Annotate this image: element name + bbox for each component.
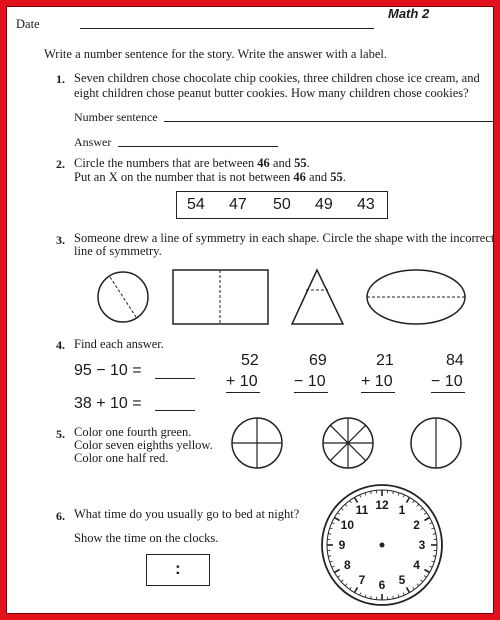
clock-tick bbox=[330, 561, 333, 562]
q5-line2: Color seven eighths yellow. bbox=[74, 438, 213, 452]
clock-tick bbox=[355, 587, 358, 592]
clock-tick bbox=[421, 580, 423, 582]
vertical-top: 52 bbox=[241, 352, 259, 369]
clock-number: 8 bbox=[344, 558, 351, 572]
rectangle-shape[interactable] bbox=[173, 270, 268, 324]
clock-number: 6 bbox=[378, 578, 386, 592]
clock-tick bbox=[341, 508, 343, 510]
clock-tick bbox=[355, 497, 358, 502]
clock-tick bbox=[398, 493, 399, 496]
clock-tick bbox=[332, 566, 335, 567]
q6-number: 6. bbox=[56, 509, 65, 523]
clock-tick bbox=[365, 493, 366, 496]
clock-tick bbox=[431, 528, 434, 529]
clock-tick bbox=[332, 523, 335, 524]
clock-tick bbox=[371, 596, 372, 599]
clock-number: 9 bbox=[338, 538, 346, 552]
clock-tick bbox=[424, 570, 429, 573]
clock-number: 4 bbox=[413, 558, 420, 572]
clock-tick bbox=[431, 561, 434, 562]
circle-shape[interactable] bbox=[98, 272, 148, 322]
clock-number: 2 bbox=[413, 518, 420, 532]
q2-line2: Put an X on the number that is not between 46 and 55. bbox=[74, 170, 346, 184]
clock-tick bbox=[413, 587, 415, 589]
clock-tick bbox=[328, 556, 331, 557]
vertical-top: 21 bbox=[376, 352, 394, 369]
clock-tick bbox=[413, 501, 415, 503]
answer-label: Answer bbox=[74, 135, 112, 149]
number-option[interactable]: 54 bbox=[187, 196, 205, 213]
q5-number: 5. bbox=[56, 427, 65, 441]
clock-tick bbox=[398, 594, 399, 597]
vertical-rule bbox=[294, 392, 328, 393]
number-sentence-label: Number sentence bbox=[74, 110, 158, 124]
vertical-rule bbox=[431, 392, 465, 393]
clock-tick bbox=[407, 497, 410, 502]
clock-tick bbox=[341, 580, 343, 582]
clock-tick bbox=[338, 576, 340, 578]
clock-tick bbox=[334, 518, 339, 521]
clock-tick bbox=[350, 587, 352, 589]
q1-line1: Seven children chose chocolate chip cookies, three children chose ice cream, and bbox=[74, 71, 480, 85]
q4-instruction: Find each answer. bbox=[74, 337, 164, 351]
vertical-op: + 10 bbox=[361, 373, 393, 390]
clock-number: 11 bbox=[355, 503, 369, 518]
clock-tick bbox=[403, 593, 404, 596]
q6-line1: What time do you usually go to bed at night? bbox=[74, 507, 300, 521]
number-box bbox=[176, 191, 388, 219]
analog-clock[interactable] bbox=[320, 483, 444, 607]
vertical-rule bbox=[361, 392, 395, 393]
triangle-shape[interactable] bbox=[292, 270, 343, 324]
oval-shape[interactable] bbox=[367, 270, 465, 324]
clock-number: 3 bbox=[418, 538, 426, 552]
q5-line3: Color one half red. bbox=[74, 451, 169, 465]
clock-tick bbox=[403, 495, 404, 498]
clock-tick bbox=[328, 534, 331, 535]
q3-line1: Someone drew a line of symmetry in each shape. Circle the shape with the incorrect bbox=[74, 231, 495, 245]
clock-number: 10 bbox=[340, 518, 355, 532]
clock-tick bbox=[424, 576, 426, 578]
date-label: Date bbox=[16, 17, 40, 31]
vertical-rule bbox=[226, 392, 260, 393]
vertical-top: 84 bbox=[446, 352, 464, 369]
q3-line2: line of symmetry. bbox=[74, 244, 162, 258]
clock-tick bbox=[421, 508, 423, 510]
q1-line2: eight children chose peanut butter cookies. How many children chose cookies? bbox=[74, 86, 469, 100]
clock-tick bbox=[433, 534, 436, 535]
symmetry-shapes bbox=[0, 262, 500, 332]
clock-tick bbox=[345, 584, 347, 586]
number-option[interactable]: 50 bbox=[273, 196, 291, 213]
circle-eighths[interactable] bbox=[323, 418, 373, 468]
number-option[interactable]: 43 bbox=[357, 196, 375, 213]
clock-number: 1 bbox=[398, 503, 406, 518]
clock-number: 12 bbox=[375, 498, 389, 512]
vertical-op: − 10 bbox=[294, 373, 326, 390]
q2-number: 2. bbox=[56, 157, 65, 171]
q2-line1: Circle the numbers that are between 46 and 55. bbox=[74, 156, 310, 170]
circle-fourths[interactable] bbox=[232, 418, 282, 468]
clock-tick bbox=[345, 504, 347, 506]
number-option[interactable]: 49 bbox=[315, 196, 333, 213]
circle-halves[interactable] bbox=[411, 418, 461, 468]
q6-line2: Show the time on the clocks. bbox=[74, 531, 219, 545]
clock-tick bbox=[424, 518, 429, 521]
clock-tick bbox=[330, 528, 333, 529]
q5-line1: Color one fourth green. bbox=[74, 425, 192, 439]
clock-tick bbox=[338, 513, 340, 515]
q3-number: 3. bbox=[56, 233, 65, 247]
date-line[interactable] bbox=[80, 28, 374, 29]
clock-tick bbox=[360, 593, 361, 596]
fraction-circles bbox=[0, 410, 500, 482]
vertical-op: − 10 bbox=[431, 373, 463, 390]
clock-tick bbox=[365, 594, 366, 597]
q4-number: 4. bbox=[56, 338, 65, 352]
clock-tick bbox=[430, 523, 433, 524]
worksheet-title: Math 2 bbox=[388, 6, 430, 21]
digital-clock-box[interactable] bbox=[146, 554, 210, 586]
clock-tick bbox=[350, 501, 352, 503]
clock-tick bbox=[360, 495, 361, 498]
q1-number: 1. bbox=[56, 72, 65, 86]
clock-tick bbox=[417, 504, 419, 506]
clock-number: 7 bbox=[358, 572, 366, 587]
horizontal-problem-2: 38 + 10 = bbox=[74, 395, 142, 412]
clock-tick bbox=[371, 491, 372, 494]
intro-instruction: Write a number sentence for the story. Write the answer with a label. bbox=[44, 47, 387, 61]
clock-number: 5 bbox=[398, 572, 406, 587]
clock-tick bbox=[393, 491, 394, 494]
clock-tick bbox=[407, 587, 410, 592]
clock-tick bbox=[433, 556, 436, 557]
clock-tick bbox=[417, 584, 419, 586]
answer-line[interactable] bbox=[118, 146, 278, 147]
clock-tick bbox=[430, 566, 433, 567]
number-option[interactable]: 47 bbox=[229, 196, 247, 213]
clock-tick bbox=[393, 596, 394, 599]
vertical-op: + 10 bbox=[226, 373, 258, 390]
clock-tick bbox=[334, 570, 339, 573]
clock-tick bbox=[424, 513, 426, 515]
number-sentence-line[interactable] bbox=[164, 121, 494, 122]
vertical-top: 69 bbox=[309, 352, 327, 369]
digital-colon: : bbox=[175, 559, 181, 578]
horizontal-problem-1: 95 − 10 = bbox=[74, 362, 142, 379]
answer-blank-1[interactable] bbox=[155, 378, 195, 379]
